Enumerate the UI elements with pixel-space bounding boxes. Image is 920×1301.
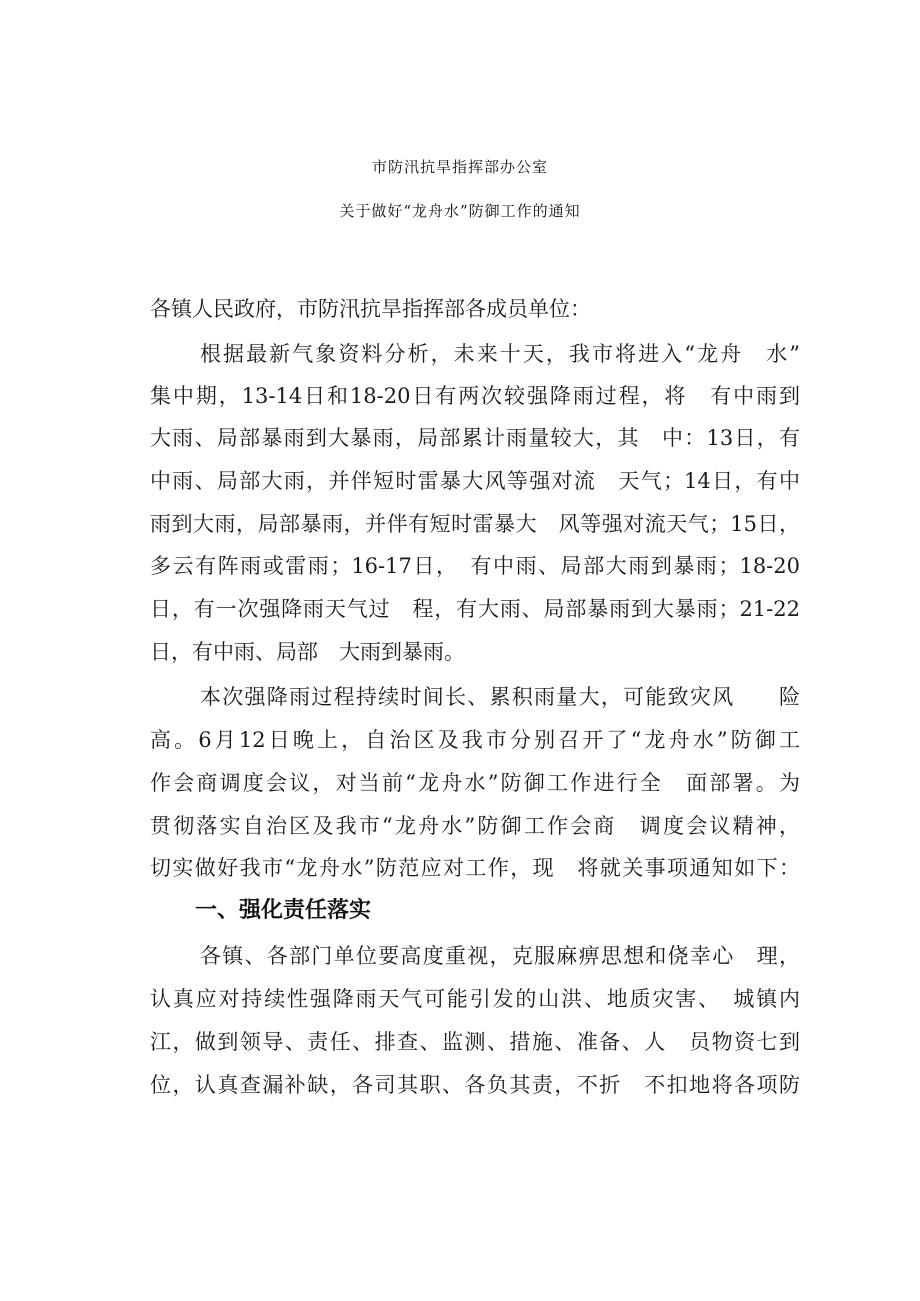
paragraph-1-line: 集中期，13-14日和18-20日有两次较强降雨过程，将 有中雨到 (150, 384, 800, 408)
paragraph-1-line: 雨到大雨，局部暴雨，并伴有短时雷暴大 风等强对流天气；15日， (150, 512, 800, 536)
paragraph-1-line: 多云有阵雨或雷雨；16-17日， 有中雨、局部大雨到暴雨；18-20 (150, 554, 800, 578)
paragraph-1-line: 中雨、局部大雨，并伴短时雷暴大风等强对流 天气；14日，有中 (150, 469, 800, 493)
paragraph-1-line: 日，有中雨、局部 大雨到暴雨。 (150, 640, 465, 664)
paragraph-1-line: 根据最新气象资料分析，未来十天，我市将进入“龙舟 水” (200, 342, 800, 366)
section-1-heading: 一、强化责任落实 (195, 898, 372, 923)
paragraph-2-line: 作会商调度会议，对当前“龙舟水”防御工作进行全 面部署。为 (150, 771, 800, 795)
paragraph-3-line: 各镇、各部门单位要高度重视，克服麻痹思想和侥幸心 理， (200, 944, 800, 968)
paragraph-1-line: 大雨、局部暴雨到大暴雨，局部累计雨量较大，其 中：13日，有 (150, 426, 800, 450)
document-title-line-1: 市防汛抗旱指挥部办公室 (371, 158, 548, 176)
paragraph-2-line: 高。6月12日晚上，自治区及我市分别召开了“龙舟水”防御工 (150, 728, 800, 752)
paragraph-3-line: 江，做到领导、责任、排查、监测、措施、准备、人 员物资七到 (150, 1030, 800, 1054)
paragraph-2-line: 本次强降雨过程持续时间长、累积雨量大，可能致灾风 险 (200, 685, 800, 709)
paragraph-3-line: 认真应对持续性强降雨天气可能引发的山洪、地质灾害、 城镇内 (150, 987, 800, 1011)
paragraph-2-line: 贯彻落实自治区及我市“龙舟水”防御工作会商 调度会议精神， (150, 814, 800, 838)
salutation: 各镇人民政府，市防汛抗旱指挥部各成员单位： (150, 297, 591, 321)
paragraph-1-line: 日，有一次强降雨天气过 程，有大雨、局部暴雨到大暴雨；21-22 (150, 597, 800, 621)
document-title-line-2: 关于做好“龙舟水”防御工作的通知 (339, 202, 581, 220)
paragraph-3-line: 位，认真查漏补缺，各司其职、各负其责，不折 不扣地将各项防 (150, 1073, 800, 1097)
paragraph-2-line: 切实做好我市“龙舟水”防范应对工作，现 将就关事项通知如下： (150, 856, 800, 880)
